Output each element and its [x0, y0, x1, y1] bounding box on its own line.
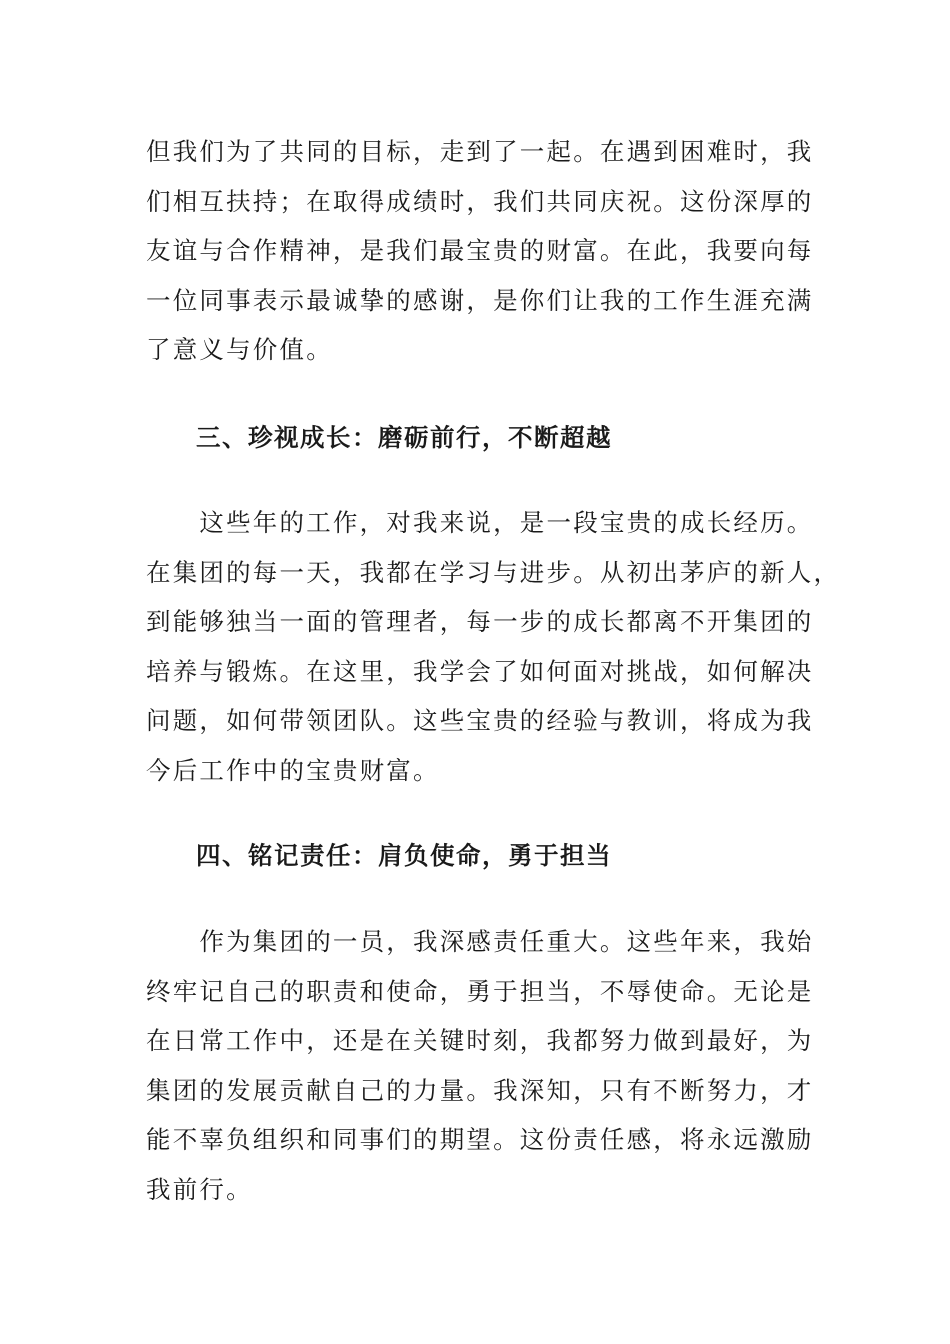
text-line: 了意义与价值。	[146, 335, 333, 365]
section-4-heading: 四、铭记责任：肩负使命，勇于担当	[196, 841, 612, 870]
text-line: 到能够独当一面的管理者，每一步的成长都离不开集团的	[146, 607, 814, 637]
paragraph-continuation	[146, 127, 814, 375]
section-4-paragraph	[146, 917, 814, 1215]
text-line: 我前行。	[146, 1174, 253, 1204]
text-line: 培养与锻炼。在这里，我学会了如何面对挑战，如何解决	[146, 656, 814, 686]
text-line: 在集团的每一天，我都在学习与进步。从初出茅庐的新人，	[146, 557, 841, 587]
text-line: 能不辜负组织和同事们的期望。这份责任感，将永远激励	[146, 1125, 814, 1155]
text-line: 这些年的工作，对我来说，是一段宝贵的成长经历。	[146, 508, 814, 537]
text-line: 但我们为了共同的目标，走到了一起。在遇到困难时，我	[146, 137, 814, 166]
text-line: 问题，如何带领团队。这些宝贵的经验与教训，将成为我	[146, 706, 814, 736]
text-line: 友谊与合作精神，是我们最宝贵的财富。在此，我要向每	[146, 236, 814, 266]
section-3-paragraph	[146, 498, 841, 796]
text-line: 集团的发展贡献自己的力量。我深知，只有不断努力，才	[146, 1075, 814, 1105]
text-line: 今后工作中的宝贵财富。	[146, 755, 440, 785]
text-line: 终牢记自己的职责和使命，勇于担当，不辱使命。无论是	[146, 976, 814, 1006]
section-3-heading: 三、珍视成长：磨砺前行，不断超越	[196, 423, 612, 452]
text-line: 一位同事表示最诚挚的感谢，是你们让我的工作生涯充满	[146, 285, 814, 315]
text-line: 们相互扶持；在取得成绩时，我们共同庆祝。这份深厚的	[146, 186, 814, 216]
text-line: 在日常工作中，还是在关键时刻，我都努力做到最好，为	[146, 1026, 814, 1056]
text-line: 作为集团的一员，我深感责任重大。这些年来，我始	[146, 927, 814, 956]
